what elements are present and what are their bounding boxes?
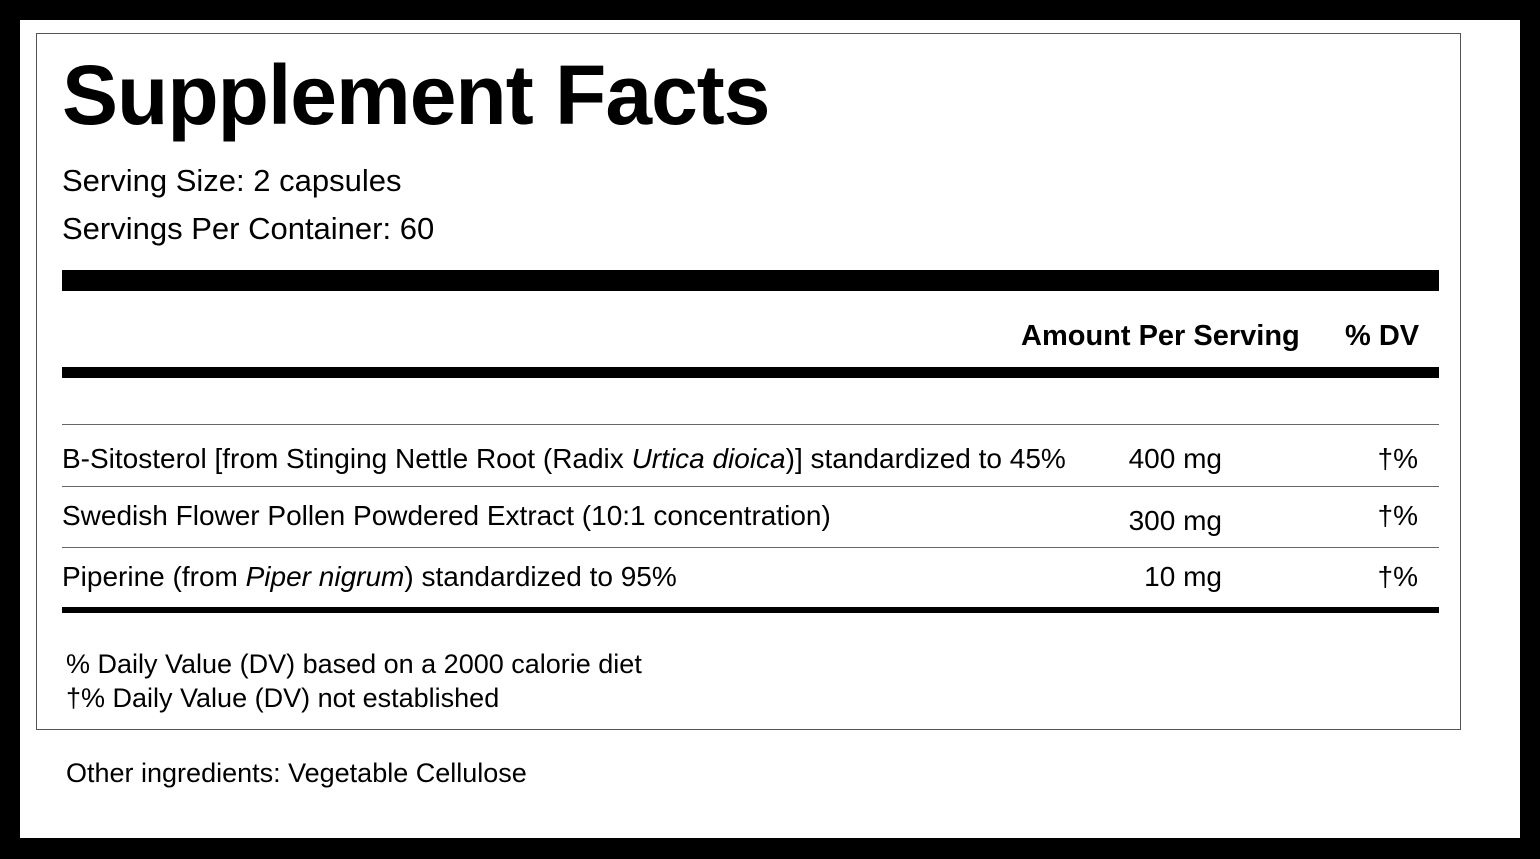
footnote-dv-not-established: †% Daily Value (DV) not established bbox=[66, 683, 500, 713]
ingredient-name bbox=[62, 445, 1066, 473]
divider-bottom bbox=[62, 607, 1439, 613]
ingredient-name-text: B-Sitosterol [from Stinging Nettle Root (Radix bbox=[62, 443, 632, 474]
ingredient-amount: 10 mg bbox=[1144, 561, 1222, 592]
ingredient-name bbox=[62, 502, 831, 530]
ingredient-name bbox=[62, 563, 677, 591]
thick-divider-top bbox=[62, 270, 1439, 291]
ingredient-dv: †% bbox=[1377, 443, 1418, 474]
ingredient-name-text: Swedish Flower Pollen Powdered Extract (10:1 concentration) bbox=[62, 500, 831, 531]
row-divider bbox=[62, 424, 1439, 425]
ingredient-name-text: )] standardized to 45% bbox=[785, 443, 1066, 474]
footnote-daily-value: % Daily Value (DV) based on a 2000 calorie diet bbox=[66, 649, 642, 679]
row-divider bbox=[62, 486, 1439, 487]
amount-per-serving-header: Amount Per Serving bbox=[1021, 320, 1300, 352]
thick-divider-header bbox=[62, 367, 1439, 378]
ingredient-amount: 300 mg bbox=[1128, 505, 1222, 536]
dv-header: % DV bbox=[1345, 320, 1420, 352]
servings-per-container: Servings Per Container: 60 bbox=[62, 211, 435, 246]
label-title: Supplement Facts bbox=[62, 48, 770, 142]
serving-size: Serving Size: 2 capsules bbox=[62, 163, 402, 198]
ingredient-name-text: Piperine (from bbox=[62, 561, 246, 592]
ingredient-dv: †% bbox=[1377, 561, 1418, 592]
ingredient-latin-name: Piper nigrum bbox=[245, 561, 405, 592]
row-divider bbox=[62, 547, 1439, 548]
other-ingredients: Other ingredients: Vegetable Cellulose bbox=[66, 758, 527, 788]
ingredient-dv: †% bbox=[1377, 500, 1418, 531]
ingredient-amount: 400 mg bbox=[1128, 443, 1222, 474]
ingredient-name-text: ) standardized to 95% bbox=[404, 561, 677, 592]
ingredient-latin-name: Urtica dioica bbox=[631, 443, 786, 474]
